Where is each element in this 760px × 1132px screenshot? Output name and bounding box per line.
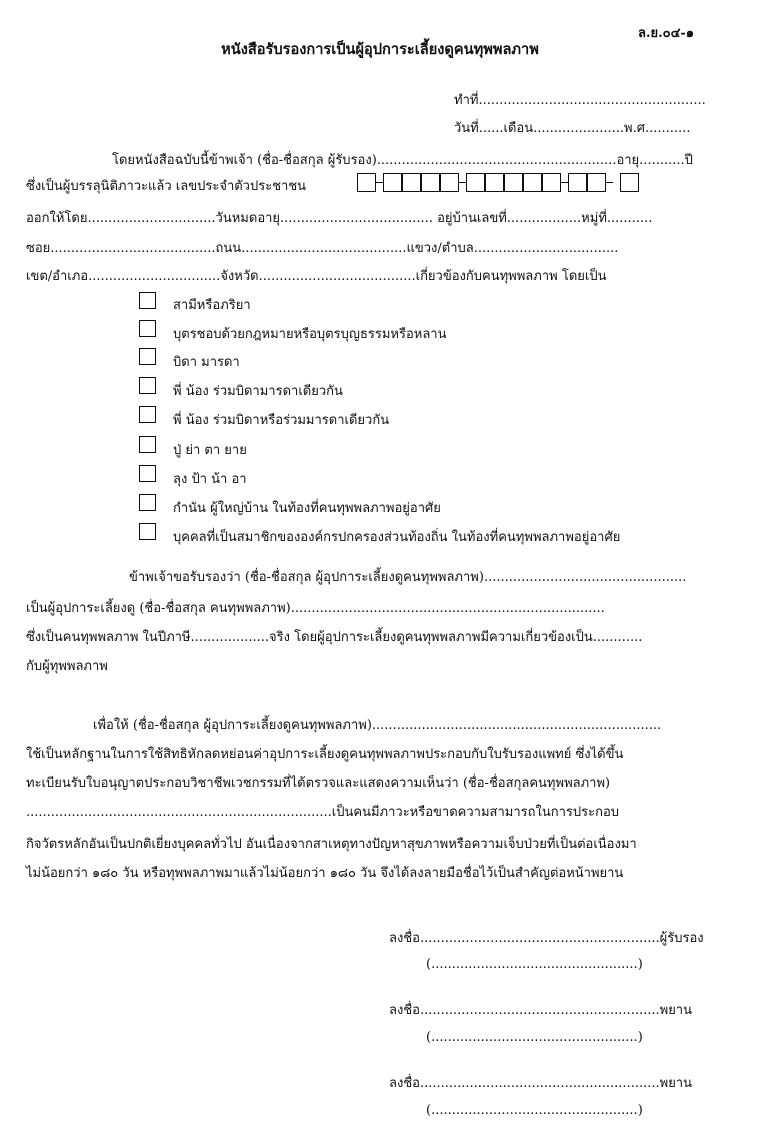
option-label: สามีหรือภริยา <box>173 298 251 313</box>
id-digit-box[interactable] <box>523 173 542 192</box>
citizen-id-label: ซึ่งเป็นผู้บรรลุนิติภาวะแล้ว เลขประจำตัวประชาชน <box>26 179 307 194</box>
form-code: ล.ย.๐๔-๑ <box>638 26 695 41</box>
purpose-text: ใช้เป็นหลักฐานในการใช้สิทธิหักลดหย่อนค่าอุปการะเลี้ยงดูคนทุพพลภาพประกอบกับใบรับรองแพทย์ ซึ่งได้ขึ้น <box>26 747 624 762</box>
option-label: บุตรชอบด้วยกฎหมายหรือบุตรบุญธรรมหรือหลาน <box>173 327 447 342</box>
id-digit-box[interactable] <box>440 173 459 192</box>
relationship-checkbox[interactable] <box>139 292 156 309</box>
option-label: พี่ น้อง ร่วมบิดาหรือร่วมมารดาเดียวกัน <box>173 413 390 428</box>
relationship-checkbox[interactable] <box>139 406 156 423</box>
option-label: ปู่ ย่า ตา ยาย <box>173 443 247 458</box>
option-label: กำนัน ผู้ใหญ่บ้าน ในท้องที่คนทุพพลภาพอยู่อาศัย <box>173 501 441 516</box>
option-label: พี่ น้อง ร่วมบิดามารดาเดียวกัน <box>173 384 343 399</box>
relationship-checkbox[interactable] <box>139 523 156 540</box>
id-digit-box[interactable] <box>504 173 523 192</box>
id-digit-box[interactable] <box>620 173 639 192</box>
purpose-text: ทะเบียนรับใบอนุญาตประกอบวิชาชีพเวชกรรมที่ได้ตรวจและแสดงความเห็นว่า (ชื่อ-ชื่อสกุลคนทุพพลภาพ) <box>26 776 611 791</box>
district-line[interactable]: เขต/อำเภอ................................จังหวัด......................................เกี่ยวข้องกับคนทุพพลภาพ โดยเป็น <box>26 269 607 284</box>
issue-address-line[interactable]: ออกให้โดย...............................วันหมดอายุ..................................... อยู่บ้านเลขที่..................หมู่ที่........... <box>26 211 653 226</box>
id-digit-box[interactable] <box>542 173 561 192</box>
relationship-checkbox[interactable] <box>139 377 156 394</box>
id-digit-box[interactable] <box>421 173 440 192</box>
option-label: บุคคลที่เป็นสมาชิกขององค์กรปกครองส่วนท้องถิ่น ในท้องที่คนทุพพลภาพอยู่อาศัย <box>173 530 621 545</box>
page-title: หนังสือรับรองการเป็นผู้อุปการะเลี้ยงดูคนทุพพลภาพ <box>221 41 539 58</box>
certifier-name-line[interactable]: โดยหนังสือฉบับนี้ข้าพเจ้า (ชื่อ-ชื่อสกุล ผู้รับรอง)..........................................................อายุ...........ปี <box>112 153 693 168</box>
caregiver-name-line[interactable]: ข้าพเจ้าขอรับรองว่า (ชื่อ-ชื่อสกุล ผู้อุปการะเลี้ยงดูคนทุพพลภาพ)................................................. <box>129 570 687 585</box>
id-digit-box[interactable] <box>402 173 421 192</box>
relationship-checkbox[interactable] <box>139 348 156 365</box>
purpose-text: กิจวัตรหลักอันเป็นปกติเยี่ยงบุคคลทั่วไป อันเนื่องจากสาเหตุทางปัญหาสุขภาพหรือความเจ็บป่วยที่เป็นต่อเนื่องมา <box>26 837 637 852</box>
tax-year-line[interactable]: ซึ่งเป็นคนทุพพลภาพ ในปีภาษี...................จริง โดยผู้อุปการะเลี้ยงดูคนทุพพลภาพมีความเกี่ยวข้องเป็น............ <box>26 630 643 645</box>
purpose-name-line[interactable]: เพื่อให้ (ชื่อ-ชื่อสกุล ผู้อุปการะเลี้ยงดูคนทุพพลภาพ)...................................................................... <box>93 718 662 733</box>
id-separator <box>606 182 613 183</box>
option-label: ลุง ป้า น้า อา <box>173 472 247 487</box>
purpose-text: ไม่น้อยกว่า ๑๘๐ วัน หรือทุพพลภาพมาแล้วไม่น้อยกว่า ๑๘๐ วัน จึงได้ลงลายมือชื่อไว้เป็นสำคัญต่อหน้าพยาน <box>26 866 624 881</box>
id-separator <box>561 182 568 183</box>
id-digit-box[interactable] <box>587 173 606 192</box>
id-digit-box[interactable] <box>466 173 485 192</box>
option-label: บิดา มารดา <box>173 355 240 370</box>
certifier-printed-name[interactable]: (..................................................) <box>426 957 643 972</box>
relationship-checkbox[interactable] <box>139 465 156 482</box>
place-field[interactable]: ทำที่....................................................... <box>454 93 706 108</box>
id-digit-box[interactable] <box>357 173 376 192</box>
witness1-printed-name[interactable]: (..................................................) <box>426 1030 643 1045</box>
id-separator <box>459 182 466 183</box>
relationship-checkbox[interactable] <box>139 436 156 453</box>
id-separator <box>376 182 383 183</box>
purpose-name-field[interactable]: ..........................................................................เป็นคนมีภาวะหรือขาดความสามารถในการประกอบ <box>26 805 620 820</box>
witness1-signature-line[interactable]: ลงชื่อ..........................................................พยาน <box>389 1003 692 1018</box>
witness2-printed-name[interactable]: (..................................................) <box>426 1103 643 1118</box>
id-digit-box[interactable] <box>383 173 402 192</box>
witness2-signature-line[interactable]: ลงชื่อ..........................................................พยาน <box>389 1076 692 1091</box>
disabled-name-line[interactable]: เป็นผู้อุปการะเลี้ยงดู (ชื่อ-ชื่อสกุล คนทุพพลภาพ)............................................................................ <box>26 601 605 616</box>
street-line[interactable]: ซอย........................................ถนน........................................แขวง/ตำบล................................... <box>26 241 619 256</box>
id-digit-box[interactable] <box>485 173 504 192</box>
date-field[interactable]: วันที่......เดือน......................พ.ศ........... <box>454 121 691 136</box>
relationship-checkbox[interactable] <box>139 320 156 337</box>
relationship-checkbox[interactable] <box>139 494 156 511</box>
certifier-signature-line[interactable]: ลงชื่อ..........................................................ผู้รับรอง <box>389 931 704 946</box>
relation-tail: กับผู้ทุพพลภาพ <box>26 659 108 674</box>
id-digit-box[interactable] <box>568 173 587 192</box>
